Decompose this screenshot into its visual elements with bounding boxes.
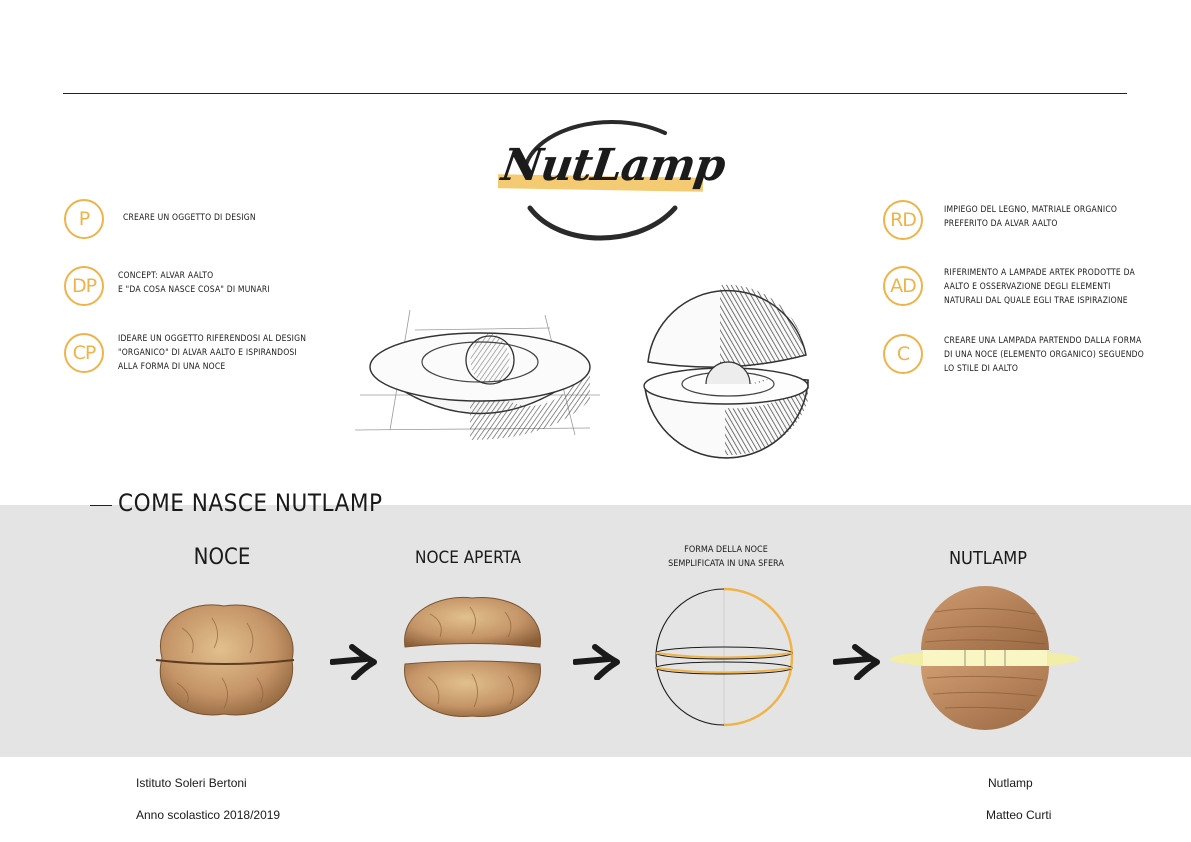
top-rule	[63, 93, 1127, 94]
sphere-diagram	[650, 582, 798, 732]
section-dash	[90, 505, 112, 506]
badge-p-text	[123, 211, 256, 225]
arrow-1-icon	[330, 644, 378, 680]
text-line: ALLA FORMA DI UNA NOCE	[118, 362, 226, 372]
nutlamp-render	[885, 582, 1085, 732]
badge-dp: DP	[64, 266, 104, 306]
footer-school: Istituto Soleri Bertoni	[136, 776, 247, 790]
step-title-sfera	[640, 543, 812, 571]
step-title-noce-aperta: NOCE APERTA	[415, 548, 521, 568]
footer-year: Anno scolastico 2018/2019	[136, 808, 281, 822]
text-line: IDEARE UN OGGETTO RIFERENDOSI AL DESIGN	[118, 334, 307, 344]
text-line: DI UNA NOCE (ELEMENTO ORGANICO) SEGUENDO	[944, 350, 1144, 360]
badge-c-text	[944, 334, 1144, 376]
section-title: COME NASCE NUTLAMP	[118, 489, 383, 517]
text-line: IMPIEGO DEL LEGNO, MATRIALE ORGANICO	[944, 205, 1118, 215]
arrow-2-icon	[573, 644, 621, 680]
text-line: LO STILE DI AALTO	[944, 364, 1019, 374]
text-line: AALTO E OSSERVAZIONE DEGLI ELEMENTI	[944, 282, 1111, 292]
open-sphere-sketch	[640, 280, 815, 460]
logo-text: NutLamp	[498, 140, 728, 191]
text-line: SEMPLIFICATA IN UNA SFERA	[668, 559, 784, 569]
arrow-3-icon	[833, 644, 881, 680]
text-line: CONCEPT: ALVAR AALTO	[118, 271, 214, 281]
text-line: RIFERIMENTO A LAMPADE ARTEK PRODOTTE DA	[944, 268, 1135, 278]
badge-rd-text	[944, 203, 1117, 231]
walnut-image	[152, 598, 297, 720]
text-line: PREFERITO DA ALVAR AALTO	[944, 219, 1058, 229]
step-title-noce: NOCE	[193, 545, 251, 570]
footer-project: Nutlamp	[988, 776, 1033, 790]
badge-c: C	[883, 334, 923, 374]
text-line: CREARE UNA LAMPADA PARTENDO DALLA FORMA	[944, 336, 1142, 346]
badge-p: P	[64, 199, 104, 239]
text-line: NATURALI DAL QUALE EGLI TRAE ISPIRAZIONE	[944, 296, 1128, 306]
badge-cp-text	[118, 332, 306, 374]
footer-author: Matteo Curti	[986, 808, 1052, 822]
badge-cp: CP	[64, 333, 104, 373]
text-line: E "DA COSA NASCE COSA" DI MUNARI	[118, 285, 270, 295]
text-line: FORMA DELLA NOCE	[684, 545, 768, 555]
step-title-nutlamp: NUTLAMP	[948, 548, 1028, 569]
text-line: CREARE UN OGGETTO DI DESIGN	[123, 213, 256, 223]
text-line: "ORGANICO" DI ALVAR AALTO E ISPIRANDOSI	[118, 348, 297, 358]
open-walnut-image	[400, 592, 545, 722]
nutlamp-logo	[490, 108, 728, 248]
badge-ad-text	[944, 266, 1135, 308]
badge-rd: RD	[883, 200, 923, 240]
open-half-sketch	[350, 300, 610, 445]
badge-ad: AD	[883, 266, 923, 306]
badge-dp-text	[118, 269, 270, 297]
